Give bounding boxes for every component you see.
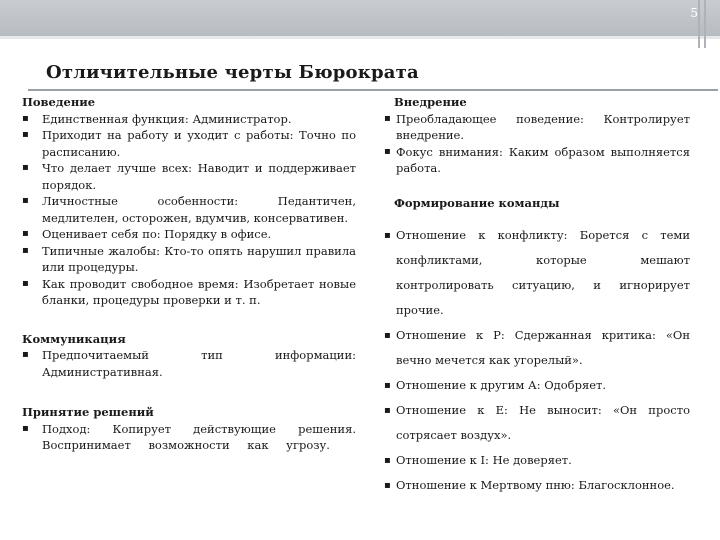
header-corner-line <box>704 0 706 48</box>
list-item: ▪ Оценивает себя по: Порядку в офисе. <box>22 226 356 243</box>
team-list <box>384 223 690 498</box>
left-column <box>22 94 356 454</box>
implementation-heading: Внедрение <box>394 95 467 109</box>
slide-header-bar <box>0 0 720 36</box>
page-number: 5 <box>690 6 698 20</box>
list-item: ▪ Преобладающее поведение: Контролирует внедрение. <box>384 111 690 144</box>
list-item: ▪ Отношение к Мертвому пню: Благосклонное. <box>384 473 690 498</box>
behavior-heading: Поведение <box>22 95 96 109</box>
communication-heading: Коммуникация <box>22 331 126 346</box>
list-item: ▪ Единственная функция: Администратор. <box>22 111 356 128</box>
decisions-heading: Принятие решений <box>22 405 154 419</box>
list-item: ▪ Подход: Копирует действующие решения. Воспринимает возможности как угрозу. <box>22 421 356 454</box>
right-column <box>384 94 690 498</box>
communication-list <box>22 347 356 380</box>
list-item: ▪ Отношение к I: Не доверяет. <box>384 448 690 473</box>
slide-title: Отличительные черты Бюрократа <box>46 62 419 83</box>
list-item: ▪ Предпочитаемый тип информации: Административная. <box>22 347 356 380</box>
list-item: ▪ Отношение к Р: Сдержанная критика: «Он вечно мечется как угорелый». <box>384 323 690 373</box>
list-item: ▪ Личностные особенности: Педантичен, медлителен, осторожен, вдумчив, консервативен. <box>22 193 356 226</box>
list-item: ▪ Отношение к другим А: Одобряет. <box>384 373 690 398</box>
header-corner-line <box>698 0 700 48</box>
title-underline <box>28 89 718 91</box>
list-item: ▪ Отношение к конфликту: Борется с теми конфликтами, которые мешают контролировать ситуацию, и игнорирует прочие. <box>384 223 690 323</box>
list-item: ▪ Фокус внимания: Каким образом выполняется работа. <box>384 144 690 177</box>
list-item: ▪ Приходит на работу и уходит с работы: Точно по расписанию. <box>22 127 356 160</box>
list-item: ▪ Типичные жалобы: Кто-то опять нарушил правила или процедуры. <box>22 243 356 276</box>
list-item: ▪ Как проводит свободное время: Изобретает новые бланки, процедуры проверки и т. п. <box>22 276 356 309</box>
implementation-list <box>384 111 690 177</box>
header-divider <box>0 36 720 39</box>
list-item: ▪ Что делает лучше всех: Наводит и поддерживает порядок. <box>22 160 356 193</box>
list-item: ▪ Отношение к Е: Не выносит: «Он просто сотрясает воздух». <box>384 398 690 448</box>
decisions-list <box>22 421 356 454</box>
behavior-list <box>22 111 356 309</box>
team-heading: Формирование команды <box>394 195 560 210</box>
